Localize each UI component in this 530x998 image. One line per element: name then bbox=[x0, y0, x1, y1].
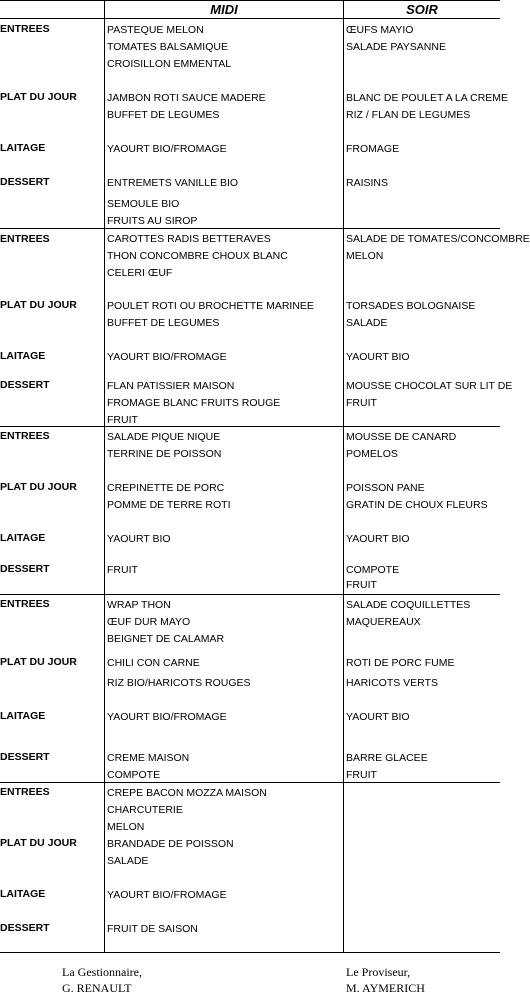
column-divider-category bbox=[104, 0, 105, 953]
day-separator bbox=[0, 594, 500, 595]
soir-dish: BLANC DE POULET A LA CREME bbox=[346, 92, 509, 104]
row-category-label bbox=[0, 786, 104, 798]
row-category-text: PLAT DU JOUR bbox=[0, 481, 77, 493]
soir-dish: GRATIN DE CHOUX FLEURS bbox=[346, 499, 488, 511]
midi-dish: BUFFET DE LEGUMES bbox=[107, 317, 220, 329]
midi-dish: JAMBON ROTI SAUCE MADERE bbox=[107, 92, 266, 104]
row-category-text: ENTREES bbox=[0, 233, 50, 245]
midi-dish: ENTREMETS VANILLE BIO bbox=[107, 177, 239, 189]
midi-dish: CROISILLON EMMENTAL bbox=[107, 58, 232, 70]
row-category-text: PLAT DU JOUR bbox=[0, 91, 77, 103]
column-divider-midi-soir bbox=[343, 0, 344, 953]
signature-gestionnaire-name: G. RENAULT bbox=[62, 981, 132, 995]
midi-dish: CHILI CON CARNE bbox=[107, 657, 200, 669]
soir-dish: MAQUEREAUX bbox=[346, 616, 421, 628]
midi-dish: ŒUF DUR MAYO bbox=[107, 616, 191, 628]
row-category-text: LAITAGE bbox=[0, 350, 46, 362]
soir-dish: MELON bbox=[346, 250, 384, 262]
row-category-text: LAITAGE bbox=[0, 532, 46, 544]
midi-dish: YAOURT BIO bbox=[107, 533, 171, 545]
row-category-text: PLAT DU JOUR bbox=[0, 656, 77, 668]
day-separator bbox=[0, 782, 500, 783]
signature-gestionnaire-title: La Gestionnaire, bbox=[62, 965, 142, 979]
row-category-label bbox=[0, 837, 104, 849]
midi-dish: MELON bbox=[107, 821, 145, 833]
row-category-text: DESSERT bbox=[0, 922, 50, 934]
row-category-label bbox=[0, 710, 104, 722]
midi-dish: FRUIT DE SAISON bbox=[107, 923, 198, 935]
midi-dish: PASTEQUE MELON bbox=[107, 24, 204, 36]
row-category-text: LAITAGE bbox=[0, 142, 46, 154]
soir-dish: SALADE bbox=[346, 317, 388, 329]
row-category-label bbox=[0, 142, 104, 154]
soir-dish: POMELOS bbox=[346, 448, 398, 460]
soir-dish: MOUSSE CHOCOLAT SUR LIT DE bbox=[346, 380, 513, 392]
row-category-label bbox=[0, 91, 104, 103]
soir-dish: YAOURT BIO bbox=[346, 533, 410, 545]
row-category-text: DESSERT bbox=[0, 563, 50, 575]
midi-dish: SALADE PIQUE NIQUE bbox=[107, 431, 221, 443]
midi-dish: CELERI ŒUF bbox=[107, 267, 173, 279]
soir-dish: MOUSSE DE CANARD bbox=[346, 431, 457, 443]
midi-dish: WRAP THON bbox=[107, 599, 171, 611]
header-bottom-border bbox=[0, 18, 500, 19]
signature-proviseur bbox=[346, 964, 425, 996]
midi-dish: YAOURT BIO/FROMAGE bbox=[107, 889, 227, 901]
soir-dish: POISSON PANE bbox=[346, 482, 425, 494]
day-separator bbox=[0, 228, 500, 229]
row-category-label bbox=[0, 23, 104, 35]
soir-dish: SALADE COQUILLETTES bbox=[346, 599, 471, 611]
midi-dish: FRUIT bbox=[107, 564, 138, 576]
row-category-label bbox=[0, 563, 104, 575]
midi-dish: CAROTTES RADIS BETTERAVES bbox=[107, 233, 271, 245]
midi-dish: THON CONCOMBRE CHOUX BLANC bbox=[107, 250, 288, 262]
soir-dish: YAOURT BIO bbox=[346, 351, 410, 363]
row-category-label bbox=[0, 888, 104, 900]
row-category-label bbox=[0, 532, 104, 544]
midi-dish: SALADE bbox=[107, 855, 149, 867]
midi-dish: BEIGNET DE CALAMAR bbox=[107, 633, 225, 645]
table-bottom-border bbox=[0, 952, 500, 953]
soir-dish: FRUIT bbox=[346, 769, 377, 781]
midi-dish: CHARCUTERIE bbox=[107, 804, 183, 816]
row-category-text: ENTREES bbox=[0, 430, 50, 442]
row-category-text: PLAT DU JOUR bbox=[0, 299, 77, 311]
midi-dish: TOMATES BALSAMIQUE bbox=[107, 41, 228, 53]
row-category-label bbox=[0, 233, 104, 245]
midi-dish: CREPINETTE DE PORC bbox=[107, 482, 225, 494]
row-category-text: DESSERT bbox=[0, 176, 50, 188]
row-category-label bbox=[0, 350, 104, 362]
row-category-label bbox=[0, 176, 104, 188]
row-category-text: ENTREES bbox=[0, 23, 50, 35]
row-category-label bbox=[0, 656, 104, 668]
row-category-label bbox=[0, 751, 104, 763]
row-category-text: LAITAGE bbox=[0, 888, 46, 900]
soir-dish: HARICOTS VERTS bbox=[346, 677, 438, 689]
midi-dish: CREME MAISON bbox=[107, 752, 190, 764]
midi-dish: COMPOTE bbox=[107, 769, 161, 781]
midi-dish: POULET ROTI OU BROCHETTE MARINEE bbox=[107, 300, 314, 312]
row-category-label bbox=[0, 430, 104, 442]
row-category-label bbox=[0, 379, 104, 391]
row-category-text: PLAT DU JOUR bbox=[0, 837, 77, 849]
midi-dish: TERRINE DE POISSON bbox=[107, 448, 222, 460]
midi-dish: SEMOULE BIO bbox=[107, 198, 180, 210]
row-category-text: LAITAGE bbox=[0, 710, 46, 722]
midi-dish: BUFFET DE LEGUMES bbox=[107, 109, 220, 121]
midi-dish: BRANDADE DE POISSON bbox=[107, 838, 234, 850]
soir-dish: FRUIT bbox=[346, 397, 377, 409]
midi-dish: YAOURT BIO/FROMAGE bbox=[107, 351, 227, 363]
soir-dish: RAISINS bbox=[346, 177, 389, 189]
soir-dish: YAOURT BIO bbox=[346, 711, 410, 723]
soir-dish: SALADE DE TOMATES/CONCOMBRE bbox=[346, 233, 530, 245]
midi-dish: CREPE BACON MOZZA MAISON bbox=[107, 787, 267, 799]
soir-dish: COMPOTE bbox=[346, 564, 400, 576]
row-category-text: ENTREES bbox=[0, 598, 50, 610]
row-category-label bbox=[0, 299, 104, 311]
midi-dish: RIZ BIO/HARICOTS ROUGES bbox=[107, 677, 251, 689]
midi-dish: POMME DE TERRE ROTI bbox=[107, 499, 231, 511]
midi-dish: YAOURT BIO/FROMAGE bbox=[107, 711, 227, 723]
signature-gestionnaire bbox=[62, 964, 142, 996]
midi-dish: FROMAGE BLANC FRUITS ROUGE bbox=[107, 397, 281, 409]
row-category-label bbox=[0, 922, 104, 934]
soir-dish: TORSADES BOLOGNAISE bbox=[346, 300, 476, 312]
row-category-label bbox=[0, 598, 104, 610]
midi-dish: YAOURT BIO/FROMAGE bbox=[107, 143, 227, 155]
soir-dish: ROTI DE PORC FUME bbox=[346, 657, 455, 669]
soir-dish: FRUIT bbox=[346, 579, 377, 591]
column-header-midi: MIDI bbox=[210, 2, 238, 17]
soir-dish: SALADE PAYSANNE bbox=[346, 41, 446, 53]
signature-proviseur-title: Le Proviseur, bbox=[346, 965, 411, 979]
column-header-soir: SOIR bbox=[406, 2, 438, 17]
midi-dish: FRUIT bbox=[107, 414, 138, 426]
soir-dish: BARRE GLACEE bbox=[346, 752, 428, 764]
midi-dish: FRUITS AU SIROP bbox=[107, 215, 198, 227]
row-category-text: ENTREES bbox=[0, 786, 50, 798]
midi-dish: FLAN PATISSIER MAISON bbox=[107, 380, 235, 392]
soir-dish: FROMAGE bbox=[346, 143, 400, 155]
day-separator bbox=[0, 426, 500, 427]
row-category-label bbox=[0, 481, 104, 493]
signature-proviseur-name: M. AYMERICH bbox=[346, 981, 425, 995]
soir-dish: ŒUFS MAYIO bbox=[346, 24, 414, 36]
soir-dish: RIZ / FLAN DE LEGUMES bbox=[346, 109, 471, 121]
row-category-text: DESSERT bbox=[0, 751, 50, 763]
row-category-text: DESSERT bbox=[0, 379, 50, 391]
